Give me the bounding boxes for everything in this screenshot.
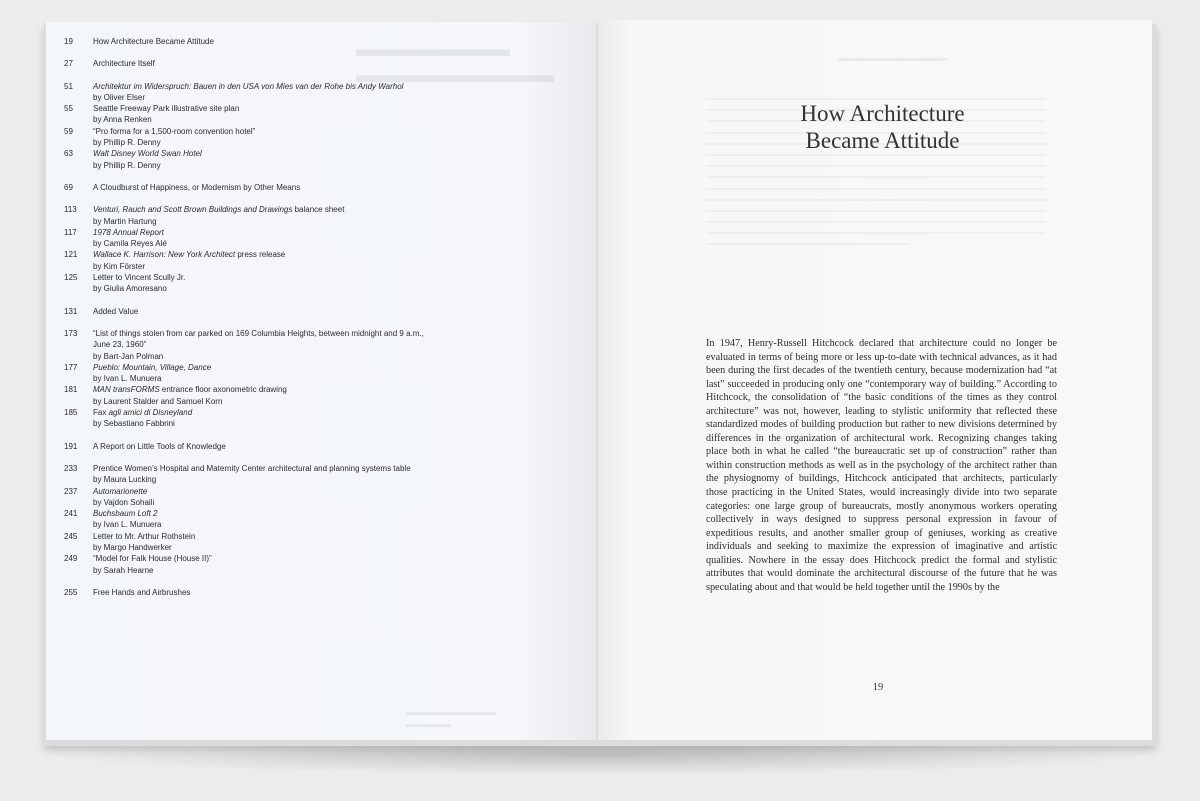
toc-entry bbox=[46, 103, 596, 126]
toc-gap bbox=[46, 430, 596, 441]
toc-author: by Martin Hartung bbox=[93, 216, 157, 226]
toc-gap bbox=[46, 295, 596, 306]
toc-author: by Vajdon Sohaili bbox=[93, 497, 155, 507]
toc-title-continued: June 23, 1960” bbox=[93, 340, 147, 350]
toc-page-number: 173 bbox=[64, 328, 78, 338]
toc-author: by Ivan L. Munuera bbox=[93, 374, 162, 384]
show-through-line bbox=[706, 188, 1046, 190]
toc-entry bbox=[46, 148, 596, 171]
toc-author: by Sarah Hearne bbox=[93, 565, 154, 575]
page-number: 19 bbox=[872, 682, 884, 693]
toc-entry bbox=[46, 36, 596, 47]
show-through-line bbox=[706, 210, 1046, 212]
toc-page-number: 55 bbox=[64, 104, 73, 114]
toc-author: by Anna Renken bbox=[93, 115, 152, 125]
toc-entry bbox=[46, 126, 596, 149]
right-page bbox=[598, 20, 1152, 740]
toc-title: Architecture Itself bbox=[93, 59, 155, 69]
show-through-line bbox=[706, 165, 1046, 167]
toc-gap bbox=[46, 193, 596, 204]
show-through-line bbox=[706, 232, 1046, 234]
toc-title: MAN transFORMS entrance floor axonometric drawing bbox=[93, 385, 287, 395]
toc-author: by Laurent Stalder and Samuel Korn bbox=[93, 396, 223, 406]
toc-gap bbox=[46, 576, 596, 587]
toc-author: by Ivan L. Munuera bbox=[93, 520, 162, 530]
toc-entry bbox=[46, 306, 596, 317]
toc-page-number: 233 bbox=[64, 463, 78, 473]
toc-title: “Pro forma for a 1,500-room convention hotel” bbox=[93, 126, 256, 136]
toc-title: Architektur im Widerspruch: Bauen in den USA von Mies van der Rohe bis Andy Warhol bbox=[93, 81, 404, 91]
show-through-line bbox=[706, 199, 1046, 201]
table-of-contents bbox=[46, 36, 596, 598]
toc-title: “List of things stolen from car parked on 169 Columbia Heights, between midnight and 9 a.m., bbox=[93, 328, 424, 338]
toc-page-number: 59 bbox=[64, 126, 73, 136]
toc-page-number: 249 bbox=[64, 554, 78, 564]
toc-entry bbox=[46, 81, 596, 104]
body-paragraph: In 1947, Henry-Russell Hitchcock declared that architecture could no longer be evaluated in terms of being more or less up-to-date with technical advances, as it had been during the first decades of the twentieth century, because modernization had “at last” succeeded in producing only one “contemporary way of building.” According to Hitchcock, the consolidation of “the basic conditions of the times as they control architecture” was not, however, leading to stylistic uniformity that reflected these standardized modes of building production but rather to new divisions determined by differences in the organization of architectural work. Recognizing changes taking place both in what he called “the bureaucratic set up of construction” rather than within construction methods as well as in the psychology of the architect rather than the physiognomy of buildings, Hitchcock anticipated that architects, particularly those practicing in the United States, would increasingly divide into two separate categories: one large group of bureaucrats, mostly anonymous workers operating collectively in ways designed to suppress personal expression in favour of expeditious results, and another smaller group of geniuses, working as creative individuals and seeking to maximize the expression of imaginative and artistic qualities. Nowhere in the essay does Hitchcock predict the formal and stylistic attributes that would dominate the architectural discourse of the future that he was speculating about and that would be held together until the 1990s by the bbox=[706, 338, 1057, 593]
toc-title: Prentice Women’s Hospital and Maternity Center architectural and planning systems table bbox=[93, 463, 411, 473]
show-through-running-head bbox=[838, 58, 948, 61]
toc-title: Letter to Vincent Scully Jr. bbox=[93, 273, 186, 283]
toc-title: Automarionette bbox=[93, 486, 148, 496]
toc-entry bbox=[46, 227, 596, 250]
toc-entry bbox=[46, 553, 596, 576]
toc-page-number: 237 bbox=[64, 486, 78, 496]
toc-title: Free Hands and Airbrushes bbox=[93, 587, 191, 597]
toc-gap bbox=[46, 171, 596, 182]
show-through-text: ▬▬▬▬▬▬▬ ▬▬▬▬▬▬▬▬▬ bbox=[356, 36, 554, 87]
toc-author: by Margo Handwerker bbox=[93, 542, 172, 552]
toc-title: How Architecture Became Attitude bbox=[93, 37, 214, 46]
toc-page-number: 131 bbox=[64, 306, 78, 316]
toc-gap bbox=[46, 70, 596, 81]
toc-title: Fax agli amici di Disneyland bbox=[93, 408, 193, 418]
toc-title: Venturi, Rauch and Scott Brown Buildings and Drawings balance sheet bbox=[93, 205, 345, 215]
toc-title: A Report on Little Tools of Knowledge bbox=[93, 441, 226, 451]
toc-page-number: 113 bbox=[64, 205, 77, 215]
toc-page-number: 125 bbox=[64, 273, 78, 283]
toc-title: Seattle Freeway Park illustrative site plan bbox=[93, 104, 240, 114]
toc-author: by Bart-Jan Polman bbox=[93, 351, 164, 361]
toc-page-number: 69 bbox=[64, 182, 73, 192]
show-through-line bbox=[706, 176, 1046, 178]
toc-gap bbox=[46, 47, 596, 58]
toc-entry bbox=[46, 463, 596, 486]
toc-entry bbox=[46, 249, 596, 272]
toc-author: by Phillip R. Denny bbox=[93, 160, 161, 170]
toc-page-number: 241 bbox=[64, 509, 78, 519]
show-through-line bbox=[706, 221, 1046, 223]
toc-author: by Giulia Amoresano bbox=[93, 284, 167, 294]
toc-page-number: 245 bbox=[64, 531, 78, 541]
show-through-footer: ▬▬▬▬▬▬▬▬▬▬ ▬▬▬▬▬ bbox=[406, 707, 496, 729]
toc-entry bbox=[46, 531, 596, 554]
toc-entry bbox=[46, 441, 596, 452]
toc-page-number: 63 bbox=[64, 149, 73, 159]
show-through-line bbox=[706, 243, 910, 245]
toc-page-number: 185 bbox=[64, 408, 78, 418]
left-page bbox=[46, 22, 596, 740]
toc-title: Pueblo: Mountain, Village, Dance bbox=[93, 362, 212, 372]
toc-title: Letter to Mr. Arthur Rothstein bbox=[93, 531, 196, 541]
toc-gap bbox=[46, 317, 596, 328]
toc-gap bbox=[46, 452, 596, 463]
toc-page-number: 121 bbox=[64, 250, 78, 260]
toc-page-number: 255 bbox=[64, 587, 78, 597]
toc-author: by Sebastiano Fabbrini bbox=[93, 419, 175, 429]
toc-title: 1978 Annual Report bbox=[93, 227, 164, 237]
toc-title: Walt Disney World Swan Hotel bbox=[93, 149, 202, 159]
toc-entry bbox=[46, 486, 596, 509]
toc-title: “Model for Falk House (House II)” bbox=[93, 554, 212, 564]
toc-page-number: 181 bbox=[64, 385, 78, 395]
toc-title: Added Value bbox=[93, 306, 139, 316]
toc-author: by Phillip R. Denny bbox=[93, 138, 161, 148]
show-through-line bbox=[706, 154, 1046, 156]
toc-title: Wallace K. Harrison: New York Architect press release bbox=[93, 250, 286, 260]
toc-author: by Maura Lucking bbox=[93, 475, 157, 485]
toc-entry bbox=[46, 58, 596, 69]
toc-page-number: 191 bbox=[64, 441, 78, 451]
chapter-title bbox=[598, 100, 1152, 154]
toc-author: by Oliver Elser bbox=[93, 92, 146, 102]
toc-page-number: 27 bbox=[64, 59, 73, 69]
toc-title: A Cloudburst of Happiness, or Modernism by Other Means bbox=[93, 182, 301, 192]
toc-page-number: 19 bbox=[64, 37, 73, 46]
toc-author: by Camila Reyes Alé bbox=[93, 239, 167, 249]
toc-title: Buchsbaum Loft 2 bbox=[93, 509, 158, 519]
toc-entry bbox=[46, 508, 596, 531]
toc-entry bbox=[46, 362, 596, 385]
toc-entry bbox=[46, 204, 596, 227]
toc-entry bbox=[46, 407, 596, 430]
toc-entry bbox=[46, 328, 596, 362]
toc-entry bbox=[46, 384, 596, 407]
toc-entry bbox=[46, 272, 596, 295]
toc-entry bbox=[46, 182, 596, 193]
chapter-title-line-1: How Architecture bbox=[800, 101, 965, 126]
toc-page-number: 177 bbox=[64, 362, 78, 372]
toc-page-number: 51 bbox=[64, 81, 73, 91]
toc-entry bbox=[46, 587, 596, 598]
chapter-title-line-2: Became Attitude bbox=[805, 128, 960, 153]
toc-page-number: 117 bbox=[64, 227, 77, 237]
toc-author: by Kim Förster bbox=[93, 261, 146, 271]
